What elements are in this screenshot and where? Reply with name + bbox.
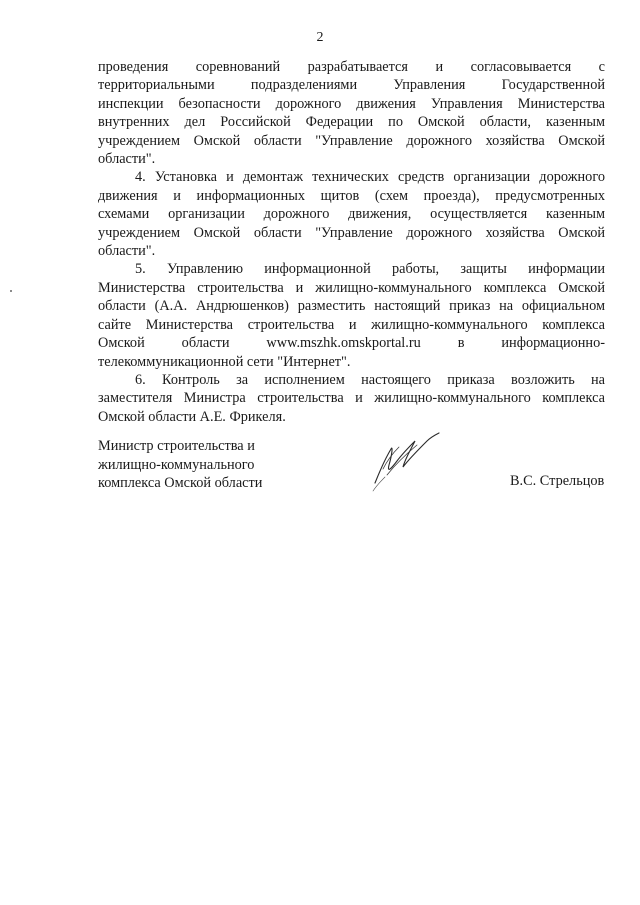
handwritten-signature [365, 425, 445, 495]
signatory-position-line: жилищно-коммунального [98, 456, 255, 473]
text-line: внутренних дел Российской Федерации по Омской области, казенным [98, 114, 605, 131]
text-line: учреждением Омской области "Управление дорожного хозяйства Омской [98, 132, 605, 149]
text-line: проведения соревнований разрабатывается и согласовывается с [98, 59, 605, 75]
text-line: схемами организации дорожного движения, осуществляется казенным [98, 206, 605, 223]
text-line: области (А.А. Андрюшенков) разместить настоящий приказ на официальном [98, 298, 605, 315]
text-line: 4. Установка и демонтаж технических средств организации дорожного [135, 169, 605, 186]
signatory-position [98, 437, 318, 493]
text-line: движения и информационных щитов (схем проезда), предусмотренных [98, 187, 605, 204]
text-line: области". [98, 243, 156, 260]
text-line: Омской области www.mszhk.omskportal.ru в информационно- [98, 335, 605, 352]
scan-speck [9, 289, 13, 293]
signer-name: В.С. Стрельцов [510, 473, 605, 489]
text-line: телекоммуникационной сети "Интернет". [98, 353, 351, 370]
paragraph-continuation [98, 58, 605, 168]
document-body [98, 58, 605, 426]
signatory-position-line: комплекса Омской области [98, 475, 263, 492]
text-line: инспекции безопасности дорожного движения Управления Министерства [98, 95, 605, 112]
text-line: заместителя Министра строительства и жилищно-коммунального комплекса [98, 390, 605, 407]
text-line: Министерства строительства и жилищно-коммунального комплекса Омской [98, 279, 605, 296]
text-line: учреждением Омской области "Управление дорожного хозяйства Омской [98, 224, 605, 241]
signatory-position-line: Министр строительства и [98, 438, 255, 454]
page-number: 2 [316, 30, 324, 45]
text-line: области". [98, 151, 156, 168]
text-line: 5. Управлению информационной работы, защиты информации [135, 261, 605, 278]
text-line: Омской области А.Е. Фрикеля. [98, 408, 286, 425]
paragraph-item-6 [98, 371, 605, 426]
text-line: 6. Контроль за исполнением настоящего приказа возложить на [135, 371, 605, 388]
text-line: сайте Министерства строительства и жилищно-коммунального комплекса [98, 316, 605, 333]
text-line: территориальными подразделениями Управления Государственной [98, 77, 605, 94]
paragraph-item-4 [98, 168, 605, 260]
paragraph-item-5 [98, 260, 605, 370]
